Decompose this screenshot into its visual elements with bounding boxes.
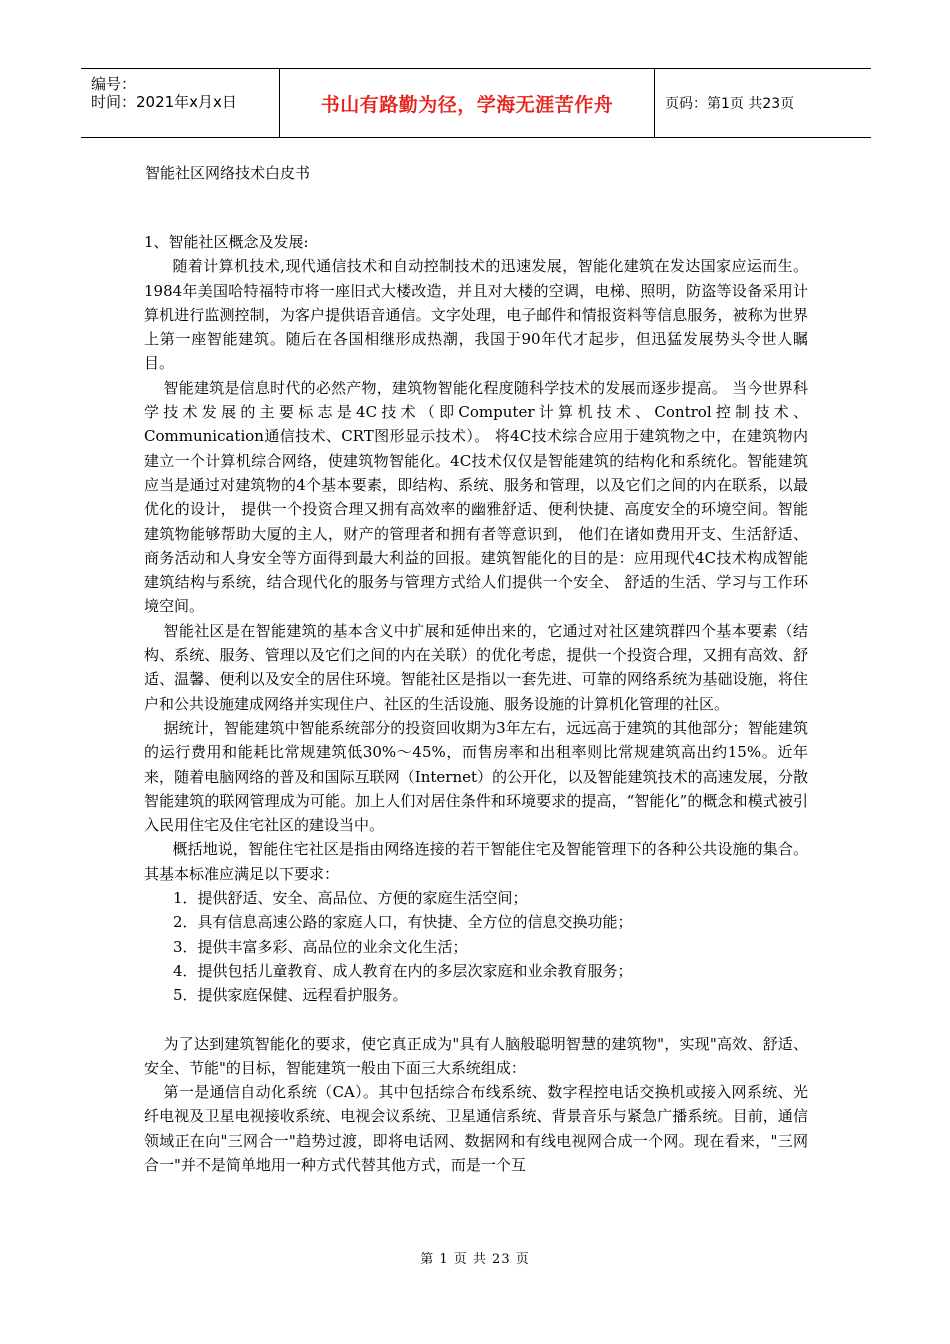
list-item: 2．具有信息高速公路的家庭人口，有快捷、全方位的信息交换功能； xyxy=(173,913,633,932)
paragraph: 智能社区是在智能建筑的基本含义中扩展和延伸出来的，它通过对社区建筑群四个基本要素（结构、系统、服务、管理以及它们之间的内在关联）的优化考虑，提供一个投资合理，又拥有高效、舒适、温馨、便利以及安全的居住环境。智能社区是指以一套先进、可靠的网络系统为基础设施，将住户和公共设施建成网络并实现住户、社区的生活设施、服务设施的计算机化管理的社区。 xyxy=(144,621,808,713)
paragraph: 为了达到建筑智能化的要求，使它真正成为"具有人脑般聪明智慧的建筑物"，实现"高效、舒适、安全、节能"的目标，智能建筑一般由下面三大系统组成： xyxy=(144,1034,808,1077)
page-header xyxy=(81,68,871,138)
document-title: 智能社区网络技术白皮书 xyxy=(145,164,311,182)
header-left-cell xyxy=(81,69,280,137)
paragraph: 随着计算机技术,现代通信技术和自动控制技术的迅速发展，智能化建筑在发达国家应运而生。1984年美国哈特福特市将一座旧式大楼改造，并且对大楼的空调，电梯、照明，防盗等设备采用计算机进行监测控制，为客户提供语音通信。文字处理，电子邮件和情报资料等信息服务，被称为世界上第一座智能建筑。随后在各国相继形成热潮，我国于90年代才起步，但迅猛发展势头令世人瞩目。 xyxy=(144,257,808,373)
header-motto: 书山有路勤为径，学海无涯苦作舟 xyxy=(280,69,655,137)
section-heading: 1、智能社区概念及发展: xyxy=(144,233,309,251)
paragraph: 据统计，智能建筑中智能系统部分的投资回收期为3年左右，远远高于建筑的其他部分；智能建筑的运行费用和能耗比常规建筑低30%～45%，而售房率和出租率则比常规建筑高出约15%。近年来，随着电脑网络的普及和国际互联网（Internet）的公开化，以及智能建筑技术的高速发展，分散智能建筑的联网管理成为可能。加上人们对居住条件和环境要求的提高，“智能化”的概念和模式被引入民用住宅及住宅社区的建设当中。 xyxy=(144,718,808,835)
paragraph: 第一是通信自动化系统（CA）。其中包括综合布线系统、数字程控电话交换机或接入网系统、光纤电视及卫星电视接收系统、电视会议系统、卫星通信系统、背景音乐与紧急广播系统。目前，通信领域正在向"三网合一"趋势过渡，即将电话网、数据网和有线电视网合成一个网。现在看来，"三网合一"并不是简单地用一种方式代替其他方式，而是一个互 xyxy=(144,1083,808,1174)
paragraph: 概括地说，智能住宅社区是指由网络连接的若干智能住宅及智能管理下的各种公共设施的集合。其基本标准应满足以下要求： xyxy=(144,840,808,883)
list-item: 1．提供舒适、安全、高品位、方便的家庭生活空间； xyxy=(173,889,528,908)
header-page-info: 页码：第1页 共23页 xyxy=(665,96,795,112)
paragraph: 智能建筑是信息时代的必然产物，建筑物智能化程度随科学技术的发展而逐步提高。 当今世界科学技术发展的主要标志是4C技术（即Computer计算机技术、Control控制技术、Communication通信技术、CRT图形显示技术）。 将4C技术综合应用于建筑物之中，在建筑物内建立一个计算机综合网络，使建筑物智能化。4C技术仅仅是智能建筑的结构化和系统化。智能建筑应当是通过对建筑物的4个基本要素，即结构、系统、服务和管理，以及它们之间的内在联系，以最优化的设计， 提供一个投资合理又拥有高效率的幽雅舒适、便利快捷、高度安全的环境空间。智能建筑物能够帮助大厦的主人，财产的管理者和拥有者等意识到， 他们在诸如费用开支、生活舒适、商务活动和人身安全等方面得到最大利益的回报。建筑智能化的目的是：应用现代4C技术构成智能建筑结构与系统，结合现代化的服务与管理方式给人们提供一个安全、 舒适的生活、学习与工作环境空间。 xyxy=(144,378,808,616)
number-label: 编号： xyxy=(91,75,137,93)
list-item: 3．提供丰富多彩、高品位的业余文化生活； xyxy=(173,937,468,956)
date-label: 时间：2021年x月x日 xyxy=(91,93,237,111)
list-item: 4．提供包括儿童教育、成人教育在内的多层次家庭和业余教育服务； xyxy=(173,961,633,980)
spacer xyxy=(144,1008,808,1032)
document-body xyxy=(144,230,808,1177)
page-footer: 第 1 页 共 23 页 xyxy=(420,1252,530,1267)
list-item: 5．提供家庭保健、远程看护服务。 xyxy=(173,986,408,1005)
